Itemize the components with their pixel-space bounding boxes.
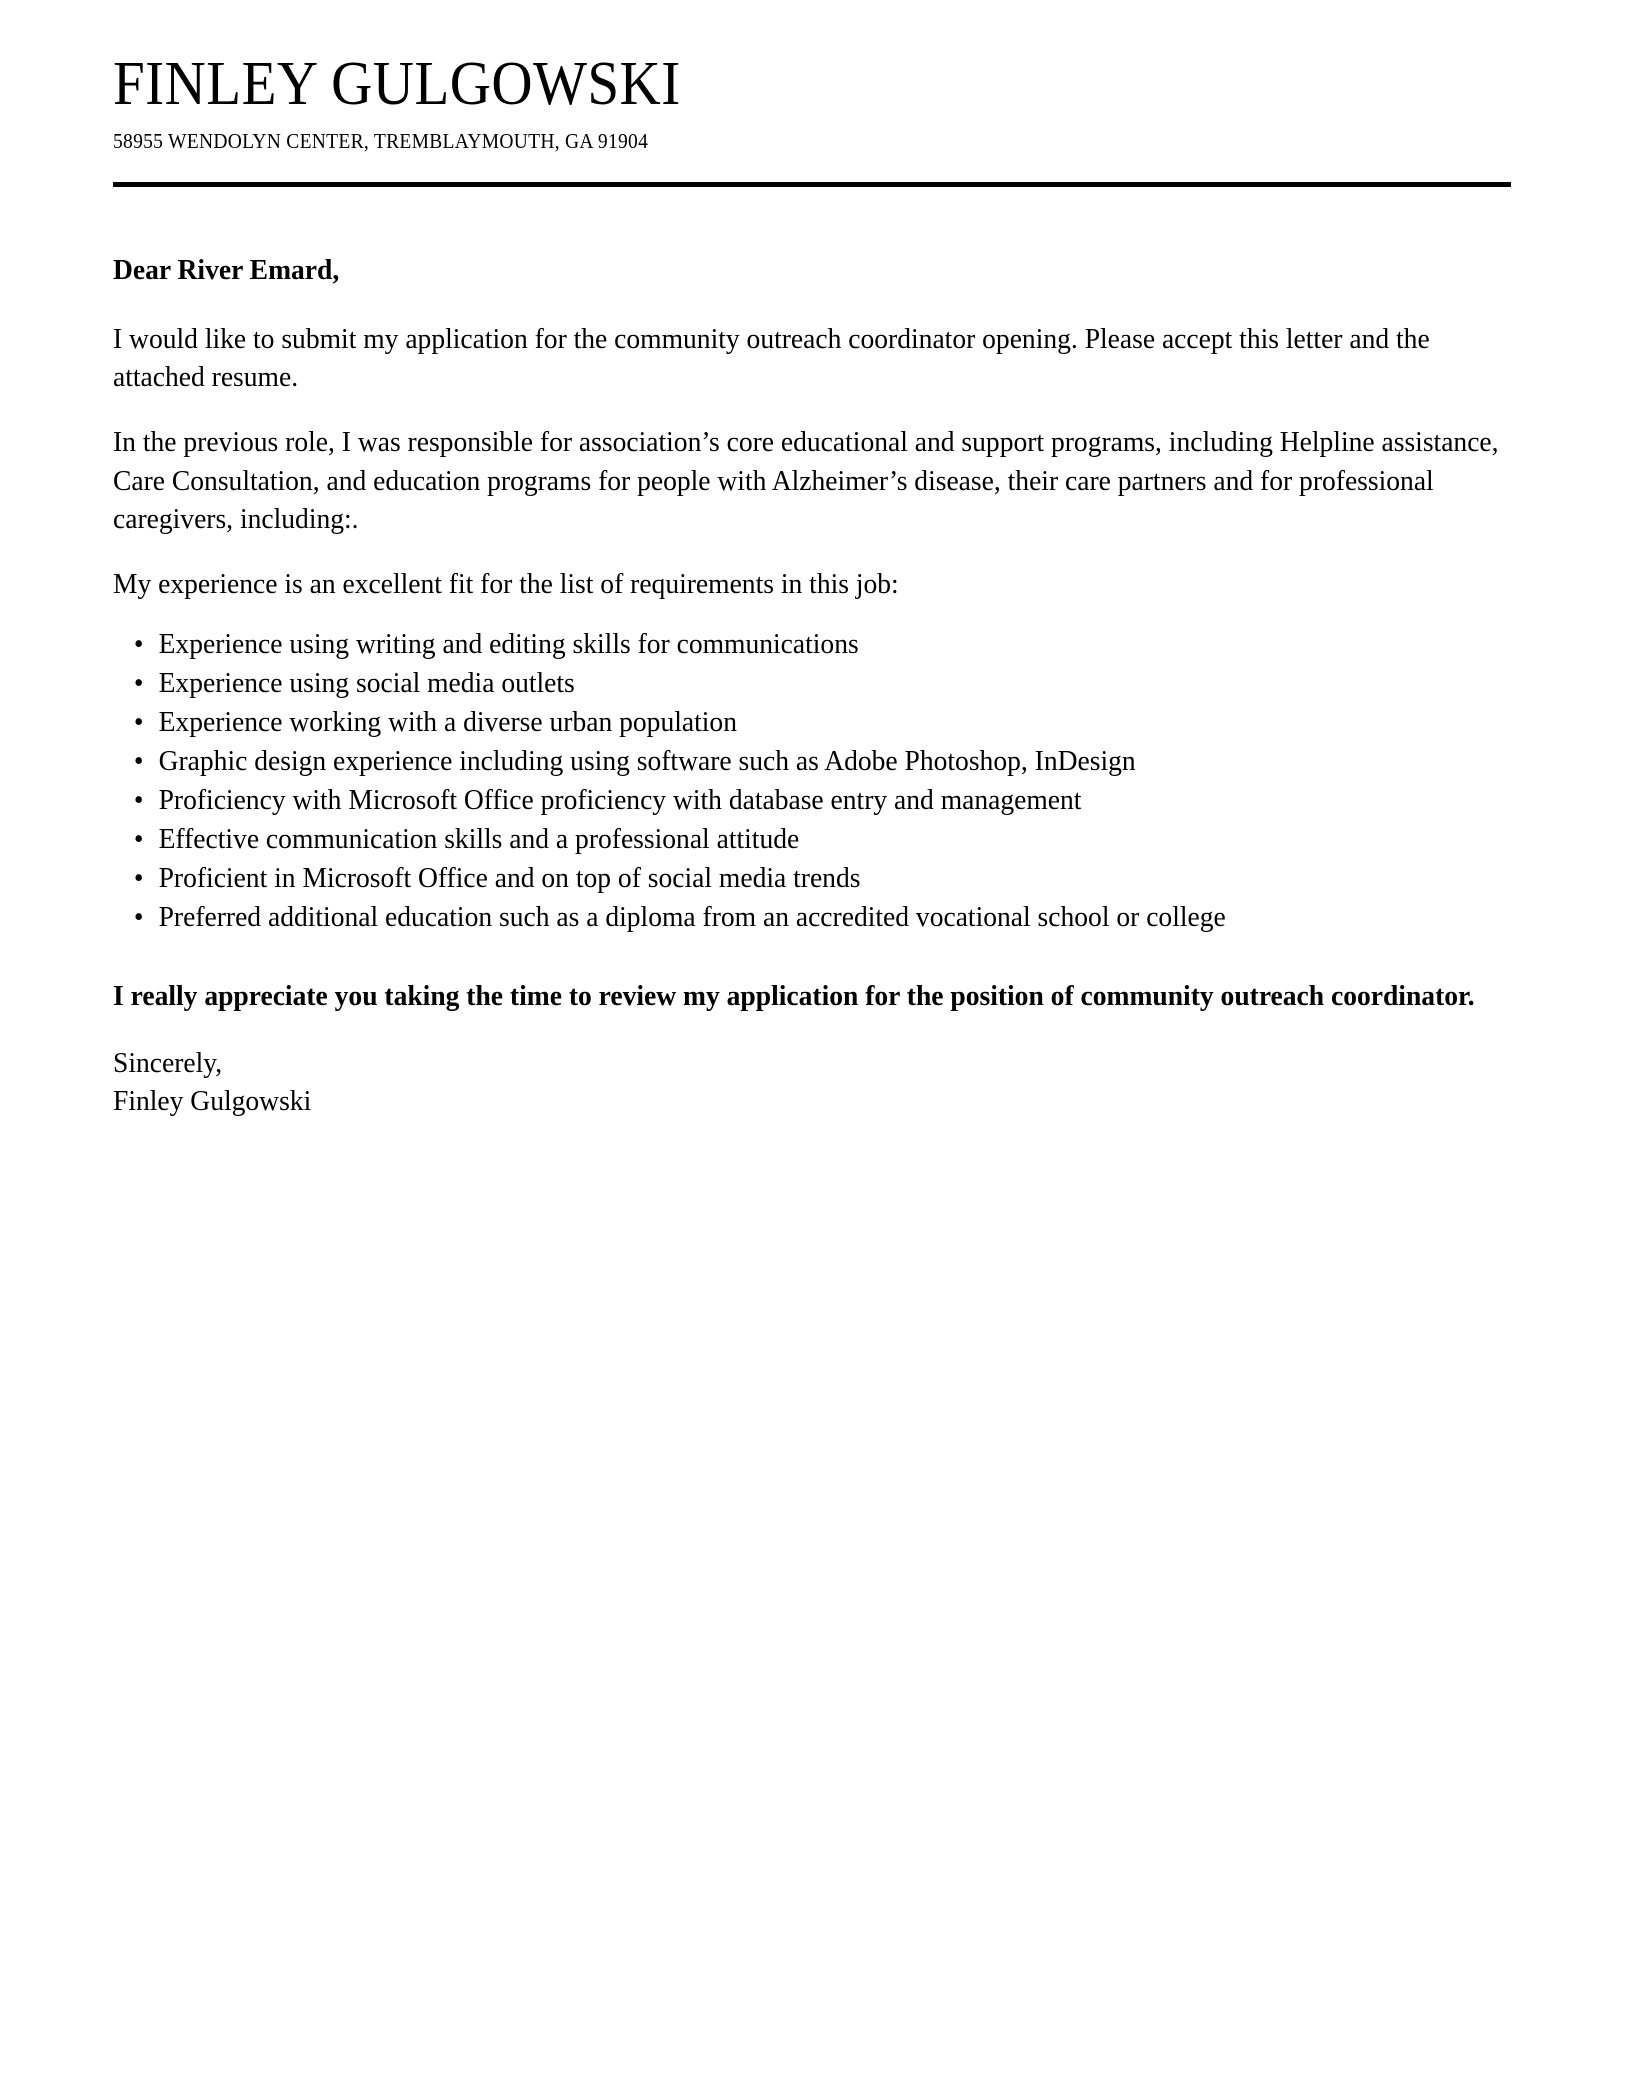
- list-item-label: Experience using writing and editing skills for communications: [158, 628, 859, 661]
- list-item: [113, 625, 1510, 664]
- paragraph-intro: I would like to submit my application for the community outreach coordinator opening. Please accept this letter and the attached resume.: [113, 322, 1430, 394]
- list-item: [113, 664, 1510, 703]
- list-item-label: Experience using social media outlets: [158, 667, 575, 700]
- bullet-icon: •: [133, 628, 144, 661]
- letterhead: [113, 0, 1519, 187]
- bullet-icon: •: [133, 706, 144, 739]
- header-divider: [113, 182, 1511, 187]
- closing-statement: I really appreciate you taking the time to review my application for the position of community outreach coordinator.: [113, 980, 1475, 1013]
- salutation: Dear River Emard,: [113, 254, 340, 287]
- bullet-icon: •: [133, 745, 144, 778]
- letter-body: [113, 251, 1519, 1121]
- bullet-icon: •: [133, 901, 144, 934]
- list-item-label: Effective communication skills and a professional attitude: [158, 823, 800, 856]
- signature-name: Finley Gulgowski: [113, 1085, 312, 1118]
- applicant-name: FINLEY GULGOWSKI: [113, 50, 681, 118]
- paragraph-experience: In the previous role, I was responsible for association’s core educational and support programs, including Helpline assistance, Care Consultation, and education programs for people with Alzheimer’s disease, their care partners and for professional caregivers, including:.: [113, 425, 1499, 536]
- applicant-address: 58955 WENDOLYN CENTER, TREMBLAYMOUTH, GA 91904: [113, 129, 649, 154]
- list-item: [113, 859, 1510, 898]
- paragraph-requirements-lead-in: My experience is an excellent fit for the list of requirements in this job:: [113, 567, 899, 600]
- list-item-label: Experience working with a diverse urban population: [158, 706, 737, 739]
- list-item: [113, 742, 1510, 781]
- requirements-list: [113, 625, 1510, 937]
- bullet-icon: •: [133, 823, 144, 856]
- list-item: [113, 820, 1510, 859]
- list-item: [113, 703, 1510, 742]
- bullet-icon: •: [133, 862, 144, 895]
- list-item-label: Proficient in Microsoft Office and on top of social media trends: [158, 862, 861, 895]
- bullet-icon: •: [133, 784, 144, 817]
- list-item-label: Preferred additional education such as a diploma from an accredited vocational school or college: [158, 901, 1226, 934]
- bullet-icon: •: [133, 667, 144, 700]
- signature-block: [113, 1044, 1449, 1121]
- list-item-label: Proficiency with Microsoft Office proficiency with database entry and management: [158, 784, 1082, 817]
- list-item: [113, 781, 1510, 820]
- list-item: [113, 898, 1510, 937]
- letter-content: [113, 0, 1519, 1121]
- signoff-line: Sincerely,: [113, 1046, 223, 1079]
- list-item-label: Graphic design experience including using software such as Adobe Photoshop, InDesign: [158, 745, 1136, 778]
